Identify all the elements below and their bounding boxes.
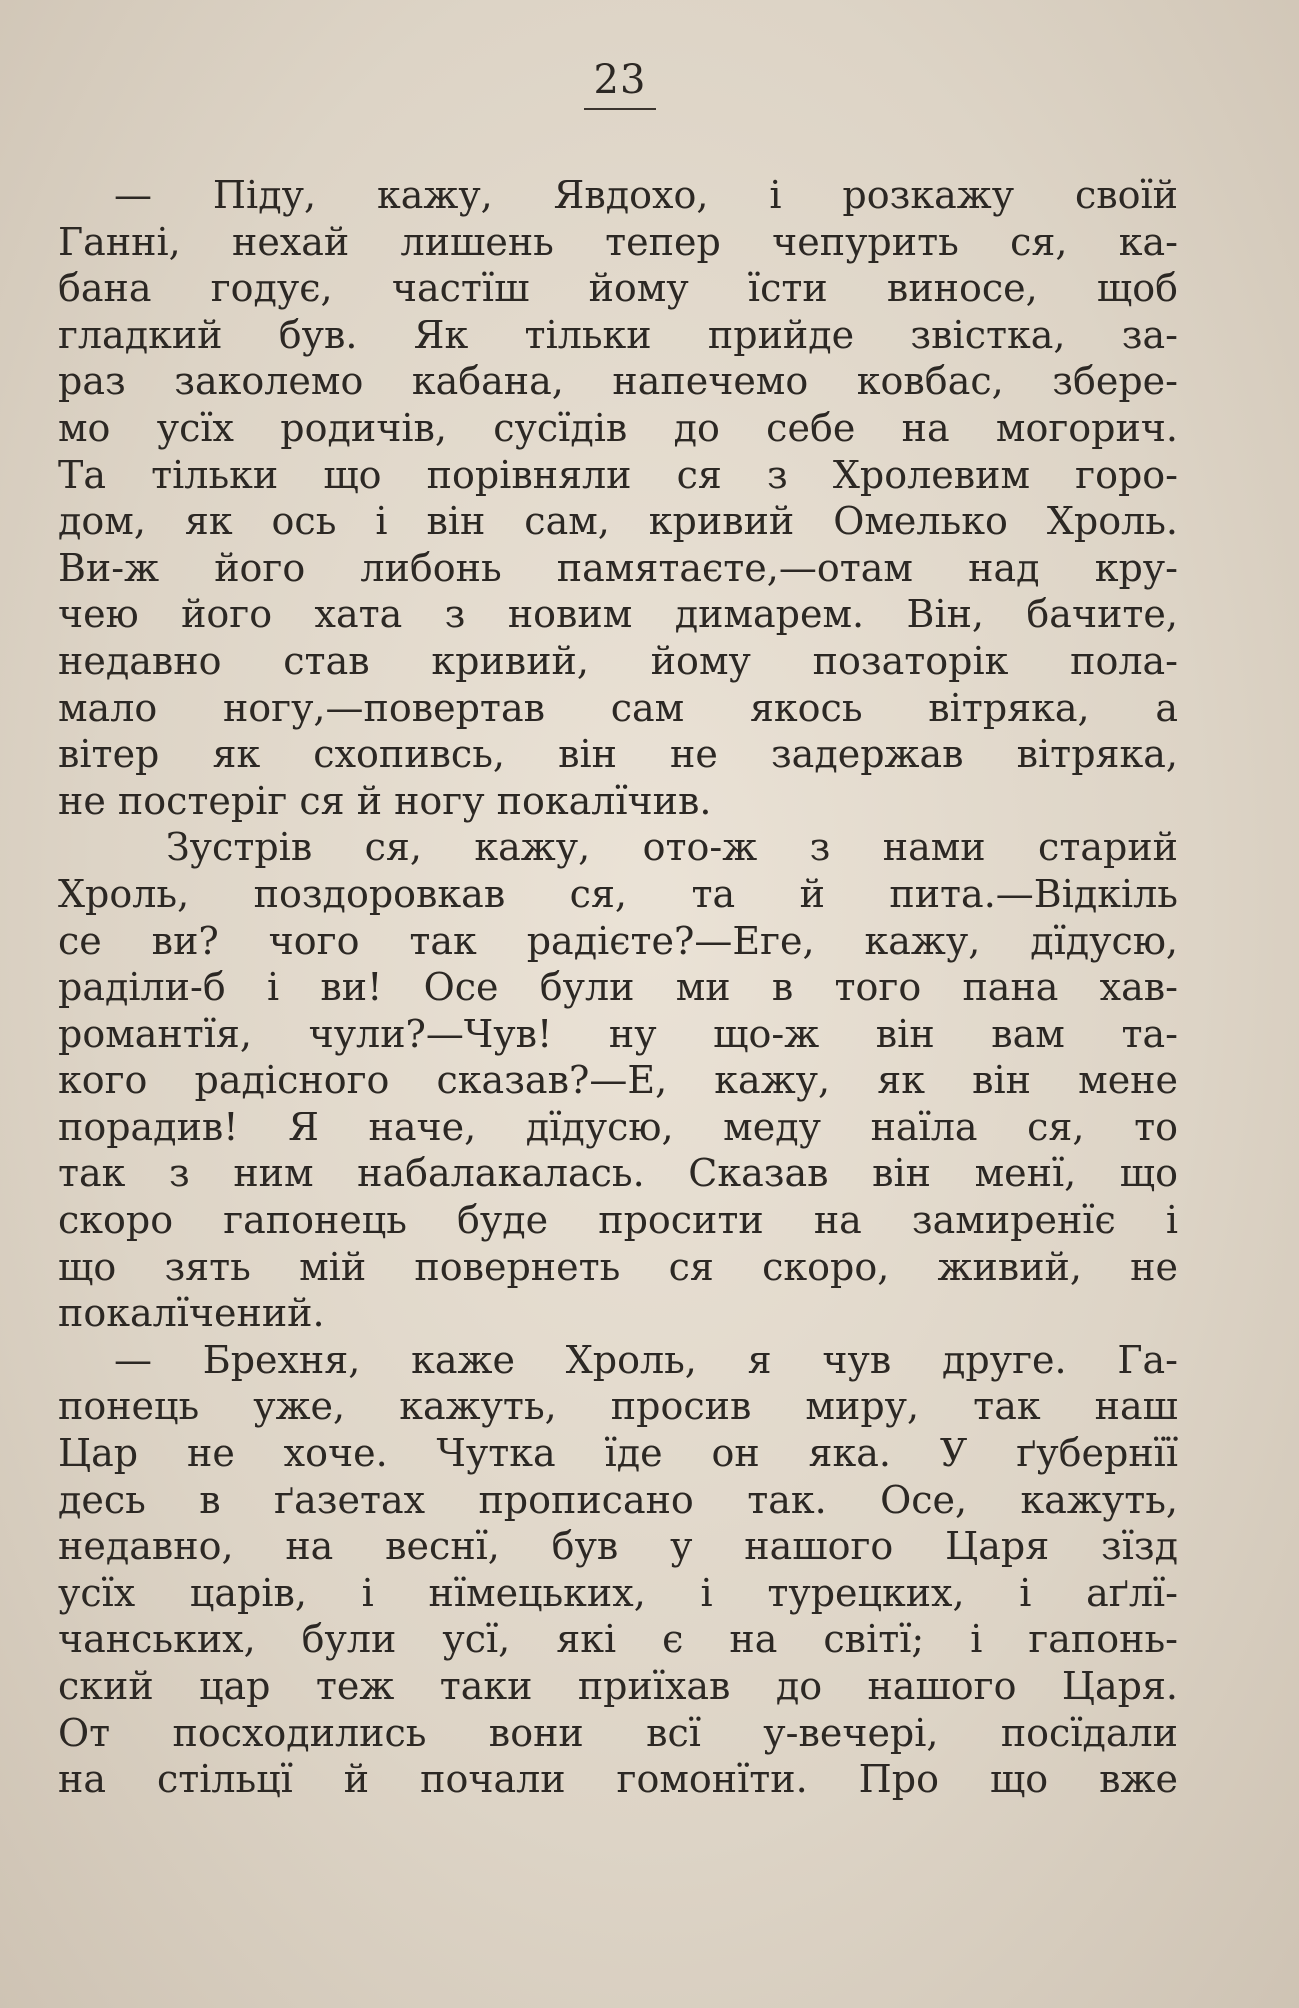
text-line: мо усїх родичів, сусїдів до себе на могорич.: [58, 405, 1178, 450]
text-line: скоро гапонець буде просити на замиренїє і: [58, 1198, 1178, 1243]
text-line: не постеріг ся й ногу покалїчив.: [58, 778, 712, 823]
text-line: гладкий був. Як тільки прийде звістка, за-: [58, 312, 1178, 357]
text-line: десь в ґазетах прописано так. Осе, кажуть,: [58, 1477, 1178, 1522]
text-line: Хроль, поздоровкав ся, та й пита.—Відкіль: [58, 871, 1178, 916]
text-line: покалїчений.: [58, 1291, 325, 1336]
page-header: [0, 58, 1240, 110]
text-line: Ганні, нехай лишень тепер чепурить ся, ка-: [58, 219, 1178, 264]
text-line: недавно, на веснї, був у нашого Царя зїзд: [58, 1524, 1178, 1569]
body-text: [58, 172, 1178, 1803]
text-line: усїх царів, і нїмецьких, і турецких, і аґлї-: [58, 1570, 1178, 1615]
text-line: мало ногу,—повертав сам якось вітряка, а: [58, 685, 1178, 730]
text-line: чею його хата з новим димарем. Він, бачите,: [58, 592, 1178, 637]
text-line: порадив! Я наче, дїдусю, меду наїла ся, то: [58, 1104, 1178, 1149]
text-line: От посходились вони всї у-вечері, посїдали: [58, 1710, 1178, 1755]
text-line: Цар не хоче. Чутка їде он яка. У ґубернїї: [58, 1431, 1178, 1476]
text-line: бана годує, частїш йому їсти виносе, щоб: [58, 266, 1178, 311]
page-number: 23: [584, 58, 657, 110]
text-line: Та тільки що порівняли ся з Хролевим горо-: [58, 452, 1178, 497]
text-line: на стільцї й почали гомонїти. Про що вже: [58, 1757, 1178, 1802]
text-line: се ви? чого так радієте?—Еге, кажу, дїдусю,: [58, 918, 1178, 963]
text-line: так з ним набалакалась. Сказав він менї, що: [58, 1151, 1178, 1196]
text-line: недавно став кривий, йому позаторік пола-: [58, 638, 1178, 683]
text-line: понець уже, кажуть, просив миру, так наш: [58, 1384, 1178, 1429]
text-line: що зять мій повернеть ся скоро, живий, не: [58, 1244, 1178, 1289]
text-line: романтїя, чули?—Чув! ну що-ж він вам та-: [58, 1011, 1178, 1056]
text-line: — Брехня, каже Хроль, я чув друге. Га-: [114, 1337, 1178, 1382]
text-line: ский цар теж таки приїхав до нашого Царя.: [58, 1664, 1178, 1708]
text-line: чанських, були усї, які є на світї; і гапонь-: [58, 1617, 1178, 1662]
text-line: Зустрів ся, кажу, ото-ж з нами старий: [166, 825, 1178, 870]
text-line: — Піду, кажу, Явдохо, і розкажу своїй: [114, 173, 1178, 217]
text-line: кого радісного сказав?—Е, кажу, як він мене: [58, 1058, 1178, 1103]
text-line: дом, як ось і він сам, кривий Омелько Хроль.: [58, 499, 1178, 544]
text-line: раділи-б і ви! Осе були ми в того пана хав-: [58, 965, 1178, 1010]
text-line: вітер як схопивсь, він не задержав вітряка,: [58, 732, 1178, 777]
text-line: Ви-ж його либонь памятаєте,—отам над кру-: [58, 545, 1178, 590]
text-line: раз заколемо кабана, напечемо ковбас, збере-: [58, 359, 1178, 404]
